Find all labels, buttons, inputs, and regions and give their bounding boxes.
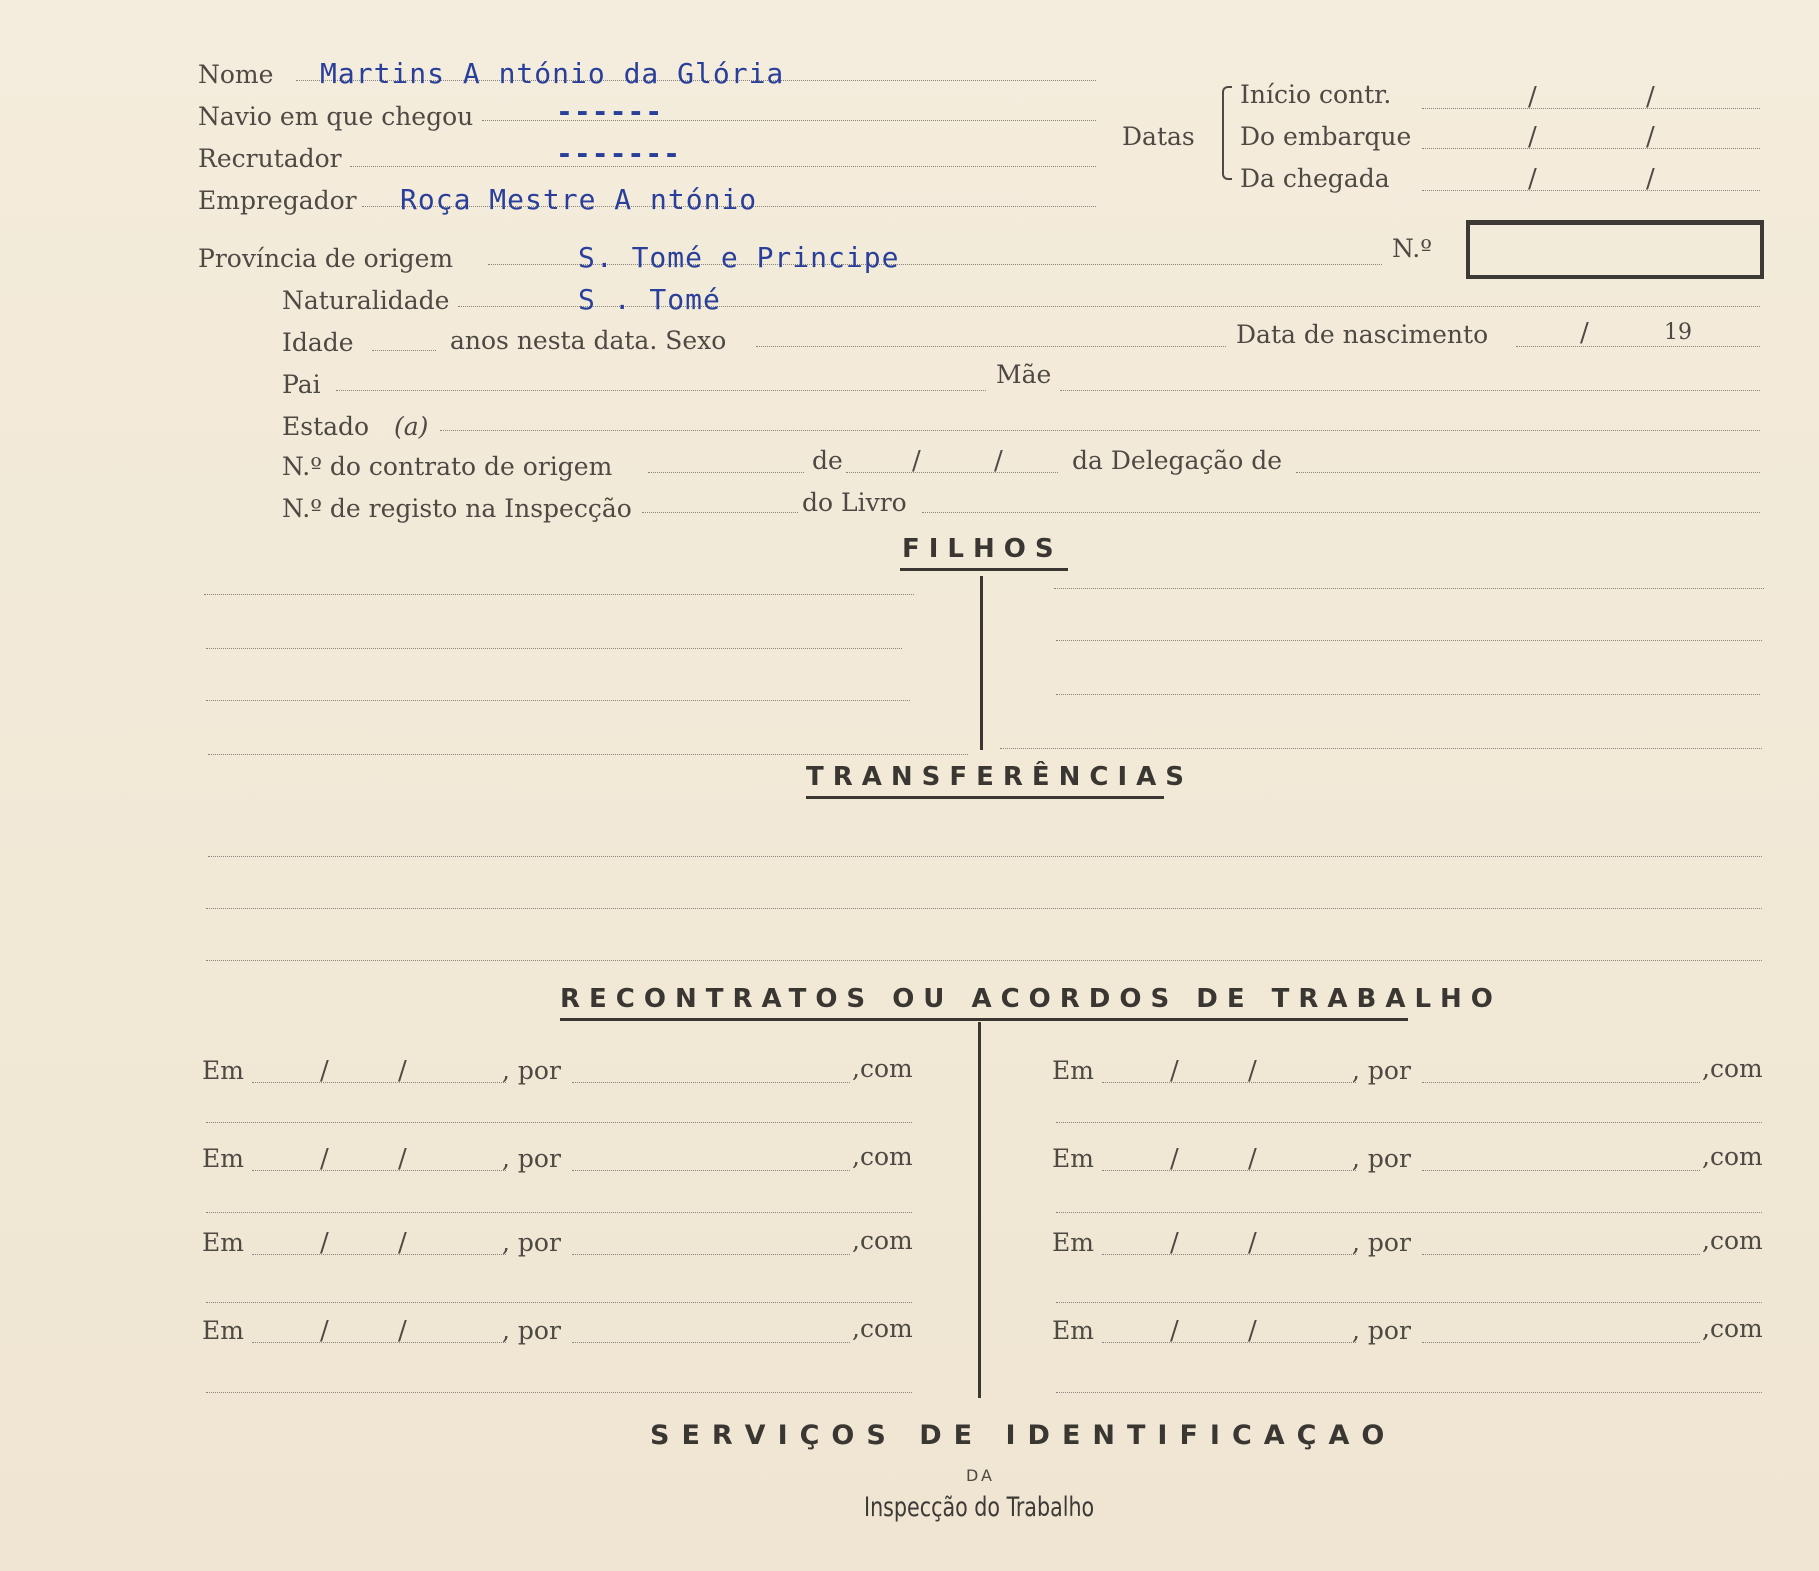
empregador-label: Empregador <box>198 186 357 215</box>
recontrato-right-3-por-line[interactable] <box>1422 1254 1700 1255</box>
filhos-line-left-1[interactable] <box>204 594 914 595</box>
filhos-line-right-3[interactable] <box>1056 694 1760 695</box>
idade-label: Idade <box>282 328 354 357</box>
recontrato-left-3-por-line[interactable] <box>572 1254 850 1255</box>
recontrato-left-1-por-line[interactable] <box>572 1082 850 1083</box>
recontrato-right-1-continuation-line[interactable] <box>1056 1122 1762 1123</box>
recontratos-underline <box>560 1018 1408 1021</box>
transferencias-line-1[interactable] <box>208 856 1762 857</box>
recontrato-right-1-em-label: Em <box>1052 1056 1094 1085</box>
embarque-label: Do embarque <box>1240 122 1412 151</box>
recontrato-right-2-date-line[interactable] <box>1102 1170 1356 1171</box>
chegada-label: Da chegada <box>1240 164 1390 193</box>
chegada-slash-2: / <box>1646 164 1655 194</box>
recontrato-right-2-em-label: Em <box>1052 1144 1094 1173</box>
recontrato-right-1-date-line[interactable] <box>1102 1082 1356 1083</box>
recontrato-left-1-por-label: , por <box>502 1056 561 1085</box>
sexo-line[interactable] <box>756 346 1226 347</box>
delegacao-line[interactable] <box>1296 472 1760 473</box>
embarque-line[interactable] <box>1422 148 1760 149</box>
pai-line[interactable] <box>336 390 986 391</box>
recontrato-right-4-por-label: , por <box>1352 1316 1411 1345</box>
naturalidade-value[interactable]: S . Tomé <box>578 283 721 316</box>
recontrato-right-2-com-label: ,com <box>1702 1142 1763 1171</box>
filhos-heading: FILHOS <box>902 534 1063 564</box>
recontrato-right-3-slash-1: / <box>1170 1228 1179 1258</box>
recontrato-right-2-continuation-line[interactable] <box>1056 1212 1762 1213</box>
recontrato-left-4-slash-1: / <box>320 1316 329 1346</box>
recontrato-left-1-com-label: ,com <box>852 1054 913 1083</box>
mae-label: Mãe <box>996 360 1052 389</box>
recontratos-divider <box>978 1022 981 1398</box>
contrato-label: N.º do contrato de origem <box>282 452 613 481</box>
registo-label: N.º de registo na Inspecção <box>282 494 632 523</box>
filhos-divider <box>980 576 983 750</box>
recontrato-right-4-slash-2: / <box>1248 1316 1257 1346</box>
recontrato-right-3-continuation-line[interactable] <box>1056 1302 1762 1303</box>
contrato-slash-2: / <box>994 446 1003 476</box>
datas-brace <box>1222 86 1232 180</box>
delegacao-label: da Delegação de <box>1072 446 1283 475</box>
transferencias-heading: TRANSFERÊNCIAS <box>806 762 1194 792</box>
recontrato-right-3-com-label: ,com <box>1702 1226 1763 1255</box>
inicio-label: Início contr. <box>1240 80 1392 109</box>
filhos-line-right-4[interactable] <box>1000 748 1762 749</box>
recrutador-line <box>350 166 1096 167</box>
filhos-line-left-3[interactable] <box>206 700 910 701</box>
datas-label: Datas <box>1122 122 1195 151</box>
recontrato-right-4-slash-1: / <box>1170 1316 1179 1346</box>
recontrato-left-1-continuation-line[interactable] <box>206 1122 912 1123</box>
recontrato-left-1-slash-1: / <box>320 1056 329 1086</box>
inicio-slash-2: / <box>1646 82 1655 112</box>
provincia-value[interactable]: S. Tomé e Principe <box>578 241 900 274</box>
recontrato-right-2-slash-1: / <box>1170 1144 1179 1174</box>
contrato-line[interactable] <box>648 472 804 473</box>
nome-value[interactable]: Martins A ntónio da Glória <box>320 57 785 90</box>
recontrato-right-1-por-label: , por <box>1352 1056 1411 1085</box>
recontrato-left-3-com-label: ,com <box>852 1226 913 1255</box>
recontrato-right-4-com-label: ,com <box>1702 1314 1763 1343</box>
estado-line[interactable] <box>440 430 1760 431</box>
recontrato-right-3-por-label: , por <box>1352 1228 1411 1257</box>
recontrato-right-2-por-label: , por <box>1352 1144 1411 1173</box>
recontrato-right-4-por-line[interactable] <box>1422 1342 1700 1343</box>
recontrato-right-1-por-line[interactable] <box>1422 1082 1700 1083</box>
nascimento-line[interactable] <box>1516 346 1760 347</box>
recontrato-left-2-por-line[interactable] <box>572 1170 850 1171</box>
recontrato-right-3-date-line[interactable] <box>1102 1254 1356 1255</box>
recontrato-left-2-slash-2: / <box>398 1144 407 1174</box>
footer-line1: SERVIÇOS DE IDENTIFICAÇAO <box>650 1420 1397 1451</box>
nascimento-slash: / <box>1580 318 1589 348</box>
anos-sexo-label: anos nesta data. Sexo <box>450 326 727 355</box>
recontrato-left-1-date-line[interactable] <box>252 1082 506 1083</box>
recontratos-heading: RECONTRATOS OU ACORDOS DE TRABALHO <box>560 984 1502 1014</box>
recontrato-right-4-em-label: Em <box>1052 1316 1094 1345</box>
pai-label: Pai <box>282 370 321 399</box>
filhos-line-right-2[interactable] <box>1056 640 1762 641</box>
recrutador-value[interactable]: ------- <box>556 137 682 170</box>
chegada-line[interactable] <box>1422 190 1760 191</box>
recontrato-left-4-com-label: ,com <box>852 1314 913 1343</box>
estado-label: Estado <box>282 412 370 441</box>
recontrato-right-4-date-line[interactable] <box>1102 1342 1356 1343</box>
navio-label: Navio em que chegou <box>198 102 474 131</box>
recontrato-left-2-por-label: , por <box>502 1144 561 1173</box>
recontrato-right-2-por-line[interactable] <box>1422 1170 1700 1171</box>
recontrato-left-2-em-label: Em <box>202 1144 244 1173</box>
filhos-underline <box>900 568 1068 571</box>
idade-line[interactable] <box>372 350 436 351</box>
recontrato-right-2-slash-2: / <box>1248 1144 1257 1174</box>
recontrato-left-3-por-label: , por <box>502 1228 561 1257</box>
footer-line2: DA <box>966 1466 995 1485</box>
recontrato-left-3-slash-1: / <box>320 1228 329 1258</box>
recontrato-right-1-slash-1: / <box>1170 1056 1179 1086</box>
recontrato-right-3-em-label: Em <box>1052 1228 1094 1257</box>
recontrato-left-2-com-label: ,com <box>852 1142 913 1171</box>
nome-label: Nome <box>198 60 274 89</box>
recontrato-left-4-em-label: Em <box>202 1316 244 1345</box>
embarque-slash-1: / <box>1528 122 1537 152</box>
filhos-line-right-1[interactable] <box>1054 588 1764 589</box>
recontrato-left-3-slash-2: / <box>398 1228 407 1258</box>
recontrato-left-1-em-label: Em <box>202 1056 244 1085</box>
nascimento-year-prefix: 19 <box>1664 320 1692 345</box>
registo-line[interactable] <box>642 512 798 513</box>
empregador-value[interactable]: Roça Mestre A ntónio <box>400 183 758 216</box>
numero-box[interactable] <box>1466 220 1764 279</box>
contrato-slash-1: / <box>912 446 921 476</box>
filhos-line-left-4[interactable] <box>208 754 968 755</box>
numero-label: N.º <box>1392 234 1432 263</box>
mae-line[interactable] <box>1060 390 1760 391</box>
recontrato-left-2-continuation-line[interactable] <box>206 1212 912 1213</box>
navio-value[interactable]: ------ <box>556 95 664 128</box>
recontrato-left-4-por-label: , por <box>502 1316 561 1345</box>
recontrato-right-4-continuation-line[interactable] <box>1056 1392 1762 1393</box>
contrato-date-line[interactable] <box>846 472 1058 473</box>
recontrato-left-4-por-line[interactable] <box>572 1342 850 1343</box>
estado-note: (a) <box>394 412 429 441</box>
livro-label: do Livro <box>802 488 907 517</box>
embarque-slash-2: / <box>1646 122 1655 152</box>
recontrato-left-3-date-line[interactable] <box>252 1254 506 1255</box>
recontrato-right-1-slash-2: / <box>1248 1056 1257 1086</box>
recontrato-left-4-slash-2: / <box>398 1316 407 1346</box>
contrato-de-label: de <box>812 446 843 475</box>
recontrato-right-3-slash-2: / <box>1248 1228 1257 1258</box>
recrutador-label: Recrutador <box>198 144 342 173</box>
transferencias-underline <box>806 796 1164 799</box>
livro-line[interactable] <box>922 512 1760 513</box>
nascimento-label: Data de nascimento <box>1236 320 1489 349</box>
chegada-slash-1: / <box>1528 164 1537 194</box>
transferencias-line-2[interactable] <box>206 908 1762 909</box>
footer-line3: Inspecção do Trabalho <box>864 1492 1095 1523</box>
transferencias-line-3[interactable] <box>206 960 1762 961</box>
filhos-line-left-2[interactable] <box>206 648 902 649</box>
naturalidade-label: Naturalidade <box>282 286 450 315</box>
recontrato-left-2-date-line[interactable] <box>252 1170 506 1171</box>
provincia-label: Província de origem <box>198 244 454 273</box>
recontrato-left-1-slash-2: / <box>398 1056 407 1086</box>
inicio-line[interactable] <box>1422 108 1760 109</box>
inicio-slash-1: / <box>1528 82 1537 112</box>
recontrato-left-4-date-line[interactable] <box>252 1342 506 1343</box>
recontrato-left-3-em-label: Em <box>202 1228 244 1257</box>
recontrato-left-4-continuation-line[interactable] <box>206 1392 912 1393</box>
recontrato-right-1-com-label: ,com <box>1702 1054 1763 1083</box>
recontrato-left-2-slash-1: / <box>320 1144 329 1174</box>
recontrato-left-3-continuation-line[interactable] <box>206 1302 912 1303</box>
